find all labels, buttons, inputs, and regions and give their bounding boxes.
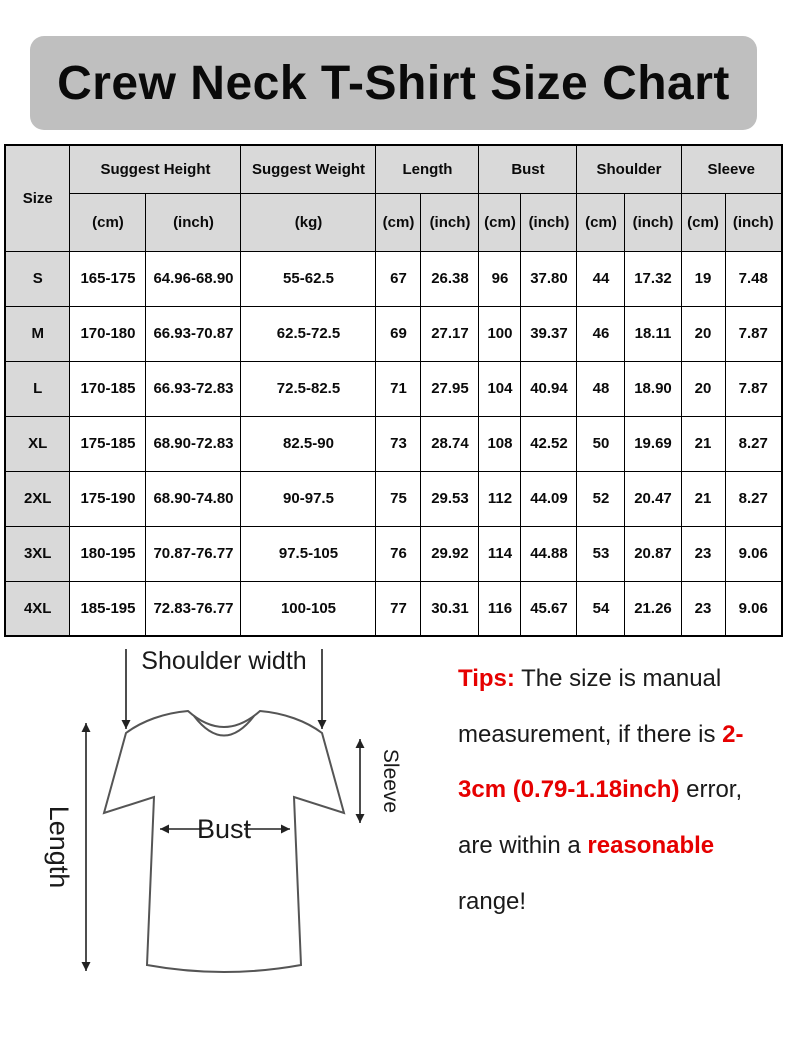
value-cell: 18.11: [625, 306, 681, 361]
value-cell: 20: [681, 361, 725, 416]
subheader-shoulder-inch: (inch): [625, 193, 681, 251]
tips-segment: reasonable: [587, 832, 715, 860]
value-cell: 45.67: [521, 581, 577, 636]
header-bust: Bust: [479, 145, 577, 193]
value-cell: 27.95: [421, 361, 479, 416]
subheader-bust-cm: (cm): [479, 193, 521, 251]
value-cell: 170-185: [70, 361, 146, 416]
value-cell: 97.5-105: [241, 526, 376, 581]
page-title: Crew Neck T-Shirt Size Chart: [57, 56, 730, 110]
subheader-length-inch: (inch): [421, 193, 479, 251]
value-cell: 50: [577, 416, 625, 471]
size-cell: 4XL: [5, 581, 70, 636]
value-cell: 64.96-68.90: [146, 251, 241, 306]
subheader-height-cm: (cm): [70, 193, 146, 251]
value-cell: 52: [577, 471, 625, 526]
header-suggest-weight: Suggest Weight: [241, 145, 376, 193]
value-cell: 7.48: [725, 251, 782, 306]
value-cell: 30.31: [421, 581, 479, 636]
value-cell: 75: [376, 471, 421, 526]
table-row: [5, 526, 782, 581]
subheader-weight-kg: (kg): [241, 193, 376, 251]
header-sleeve: Sleeve: [681, 145, 782, 193]
value-cell: 180-195: [70, 526, 146, 581]
size-cell: M: [5, 306, 70, 361]
value-cell: 55-62.5: [241, 251, 376, 306]
value-cell: 185-195: [70, 581, 146, 636]
value-cell: 27.17: [421, 306, 479, 361]
value-cell: 9.06: [725, 581, 782, 636]
subheader-sleeve-inch: (inch): [725, 193, 782, 251]
title-banner: [30, 36, 757, 130]
subheader-shoulder-cm: (cm): [577, 193, 625, 251]
value-cell: 20.87: [625, 526, 681, 581]
value-cell: 66.93-72.83: [146, 361, 241, 416]
value-cell: 23: [681, 581, 725, 636]
value-cell: 68.90-72.83: [146, 416, 241, 471]
size-chart-page: [0, 36, 787, 1060]
size-cell: 2XL: [5, 471, 70, 526]
value-cell: 104: [479, 361, 521, 416]
value-cell: 77: [376, 581, 421, 636]
value-cell: 71: [376, 361, 421, 416]
table-header: [5, 145, 782, 251]
value-cell: 44.09: [521, 471, 577, 526]
value-cell: 19.69: [625, 416, 681, 471]
value-cell: 100: [479, 306, 521, 361]
value-cell: 28.74: [421, 416, 479, 471]
value-cell: 21.26: [625, 581, 681, 636]
tips-segment: Tips:: [458, 665, 515, 692]
value-cell: 100-105: [241, 581, 376, 636]
table-row: [5, 471, 782, 526]
value-cell: 62.5-72.5: [241, 306, 376, 361]
value-cell: 165-175: [70, 251, 146, 306]
value-cell: 76: [376, 526, 421, 581]
length-label: Length: [44, 805, 74, 889]
value-cell: 20.47: [625, 471, 681, 526]
header-suggest-height: Suggest Height: [70, 145, 241, 193]
table-row: [5, 306, 782, 361]
value-cell: 72.83-76.77: [146, 581, 241, 636]
size-cell: S: [5, 251, 70, 306]
tips-segment: error, are within a: [458, 776, 743, 860]
subheader-length-cm: (cm): [376, 193, 421, 251]
value-cell: 70.87-76.77: [146, 526, 241, 581]
table-row: [5, 581, 782, 636]
value-cell: 18.90: [625, 361, 681, 416]
header-shoulder: Shoulder: [577, 145, 681, 193]
value-cell: 108: [479, 416, 521, 471]
table-row: [5, 361, 782, 416]
value-cell: 21: [681, 416, 725, 471]
value-cell: 9.06: [725, 526, 782, 581]
value-cell: 67: [376, 251, 421, 306]
tips-segment: The size is manual measurement, if there is: [458, 665, 723, 748]
value-cell: 112: [479, 471, 521, 526]
value-cell: 8.27: [725, 416, 782, 471]
measurement-diagram: [6, 641, 458, 1028]
value-cell: 170-180: [70, 306, 146, 361]
value-cell: 17.32: [625, 251, 681, 306]
size-chart-table: [4, 144, 783, 637]
tshirt-diagram: [6, 641, 458, 1023]
value-cell: 7.87: [725, 361, 782, 416]
value-cell: 29.92: [421, 526, 479, 581]
subheader-bust-inch: (inch): [521, 193, 577, 251]
value-cell: 54: [577, 581, 625, 636]
value-cell: 7.87: [725, 306, 782, 361]
bottom-section: [0, 637, 787, 1028]
sleeve-annotation: [360, 739, 402, 823]
value-cell: 19: [681, 251, 725, 306]
header-length: Length: [376, 145, 479, 193]
size-cell: L: [5, 361, 70, 416]
value-cell: 73: [376, 416, 421, 471]
size-cell: 3XL: [5, 526, 70, 581]
value-cell: 23: [681, 526, 725, 581]
value-cell: 114: [479, 526, 521, 581]
length-annotation: [44, 723, 86, 971]
value-cell: 37.80: [521, 251, 577, 306]
shoulder-width-label: Shoulder width: [141, 647, 307, 675]
header-size: Size: [5, 145, 70, 251]
table-rows: [5, 251, 782, 636]
value-cell: 66.93-70.87: [146, 306, 241, 361]
value-cell: 90-97.5: [241, 471, 376, 526]
value-cell: 39.37: [521, 306, 577, 361]
tips-segment: 2-3cm (0.79-1.18inch): [458, 720, 744, 804]
value-cell: 29.53: [421, 471, 479, 526]
value-cell: 21: [681, 471, 725, 526]
value-cell: 46: [577, 306, 625, 361]
value-cell: 116: [479, 581, 521, 636]
tips-text: [458, 641, 779, 929]
value-cell: 26.38: [421, 251, 479, 306]
bust-label: Bust: [196, 814, 252, 844]
value-cell: 48: [577, 361, 625, 416]
value-cell: 44.88: [521, 526, 577, 581]
subheader-height-inch: (inch): [146, 193, 241, 251]
value-cell: 72.5-82.5: [241, 361, 376, 416]
value-cell: 8.27: [725, 471, 782, 526]
value-cell: 96: [479, 251, 521, 306]
value-cell: 82.5-90: [241, 416, 376, 471]
value-cell: 40.94: [521, 361, 577, 416]
size-cell: XL: [5, 416, 70, 471]
value-cell: 69: [376, 306, 421, 361]
value-cell: 175-190: [70, 471, 146, 526]
table-row: [5, 251, 782, 306]
value-cell: 42.52: [521, 416, 577, 471]
table-row: [5, 416, 782, 471]
value-cell: 44: [577, 251, 625, 306]
value-cell: 68.90-74.80: [146, 471, 241, 526]
value-cell: 175-185: [70, 416, 146, 471]
tips-segment: range!: [458, 887, 527, 915]
sleeve-label: Sleeve: [379, 748, 402, 814]
subheader-sleeve-cm: (cm): [681, 193, 725, 251]
value-cell: 53: [577, 526, 625, 581]
value-cell: 20: [681, 306, 725, 361]
